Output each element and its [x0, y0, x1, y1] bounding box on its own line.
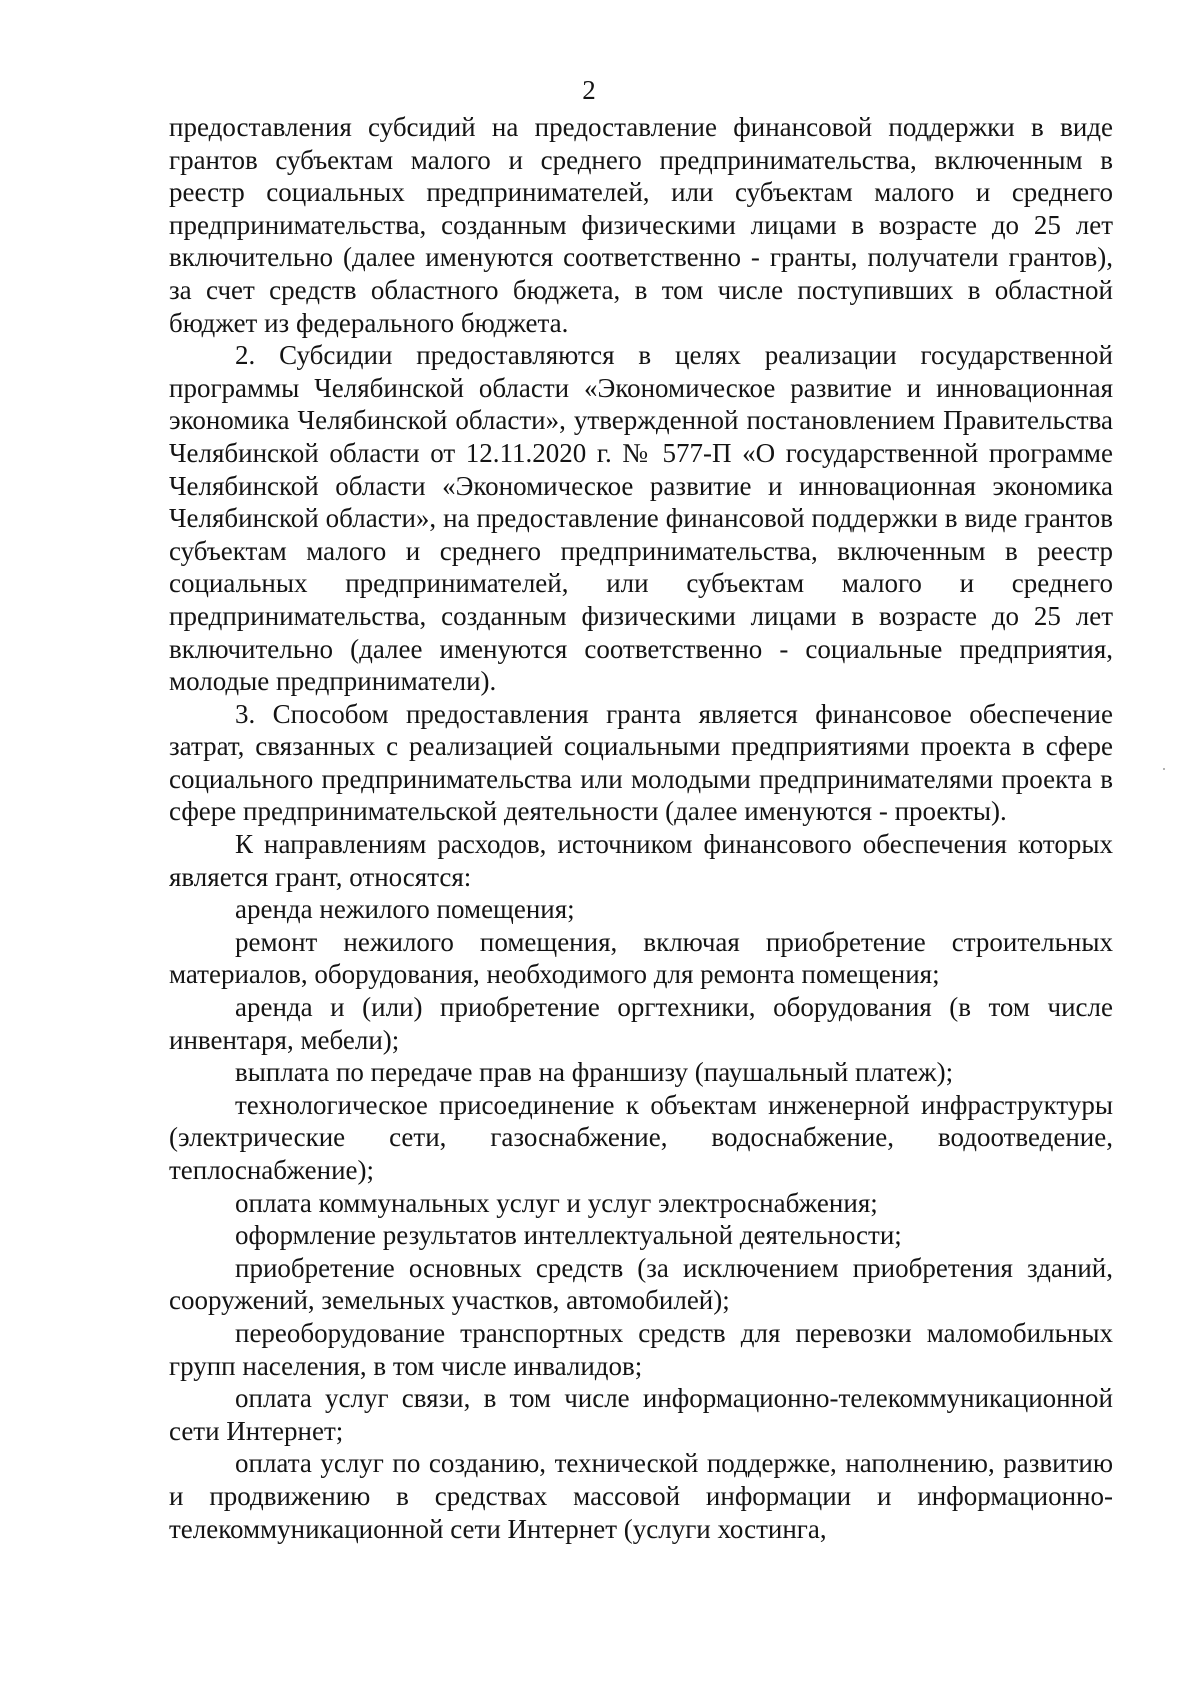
paragraph-item-3: 3. Способом предоставления гранта является финансовое обеспечение затрат, связанных с реализацией социальными предприятиями проекта в сфере социального предпринимательства или молодыми предпринимателями проекта в сфере предпринимательской деятельности (далее именуются - проекты).	[169, 698, 1113, 827]
scan-speck	[1163, 768, 1165, 770]
paragraph-continuation: предоставления субсидий на предоставление финансовой поддержки в виде грантов субъектам малого и среднего предпринимательства, включенным в реестр социальных предпринимателей, или субъектам малого и среднего предпринимательства, созданным физическими лицами в возрасте до 25 лет включительно (далее именуются соответственно - гранты, получатели грантов), за счет средств областного бюджета, в том числе поступивших в областной бюджет из федерального бюджета.	[169, 112, 1113, 338]
expense-item: приобретение основных средств (за исключением приобретения зданий, сооружений, земельных участков, автомобилей);	[169, 1252, 1113, 1316]
expense-item: оплата услуг по созданию, технической поддержке, наполнению, развитию и продвижению в средствах массовой информации и информационно-телекоммуникационной сети Интернет (услуги хостинга,	[169, 1448, 1113, 1544]
expense-item: оплата услуг связи, в том числе информационно-телекоммуникационной сети Интернет;	[169, 1383, 1113, 1446]
page-number: 2	[582, 75, 596, 105]
expense-item: оплата коммунальных услуг и услуг электроснабжения;	[235, 1187, 878, 1218]
expense-item: аренда нежилого помещения;	[235, 894, 575, 925]
expense-item: аренда и (или) приобретение оргтехники, оборудования (в том числе инвентаря, мебели);	[169, 992, 1113, 1055]
expense-item: переоборудование транспортных средств для перевозки маломобильных групп населения, в том числе инвалидов;	[169, 1317, 1113, 1381]
expense-item: выплата по передаче прав на франшизу (паушальный платеж);	[235, 1057, 954, 1088]
paragraph-item-2: 2. Субсидии предоставляются в целях реализации государственной программы Челябинской области «Экономическое развитие и инновационная экономика Челябинской области», утвержденной постановлением Правительства Челябинской области от 12.11.2020 г. № 577-П «О государственной программе Челябинской области «Экономическое развитие и инновационная экономика Челябинской области», на предоставление финансовой поддержки в виде грантов субъектам малого и среднего предпринимательства, включенным в реестр социальных предпринимателей, или субъектам малого и среднего предпринимательства, созданным физическими лицами в возрасте до 25 лет включительно (далее именуются соответственно - социальные предприятия, молодые предприниматели).	[169, 340, 1113, 697]
expense-item: ремонт нежилого помещения, включая приобретение строительных материалов, оборудования, необходимого для ремонта помещения;	[169, 926, 1113, 990]
document-body	[169, 111, 1113, 1545]
paragraph-expense-intro: К направлениям расходов, источником финансового обеспечения которых является грант, относятся:	[169, 829, 1113, 892]
expense-item: технологическое присоединение к объектам инженерной инфраструктуры (электрические сети, газоснабжение, водоснабжение, водоотведение, теплоснабжение);	[169, 1089, 1113, 1185]
expense-item: оформление результатов интеллектуальной деятельности;	[235, 1220, 902, 1251]
